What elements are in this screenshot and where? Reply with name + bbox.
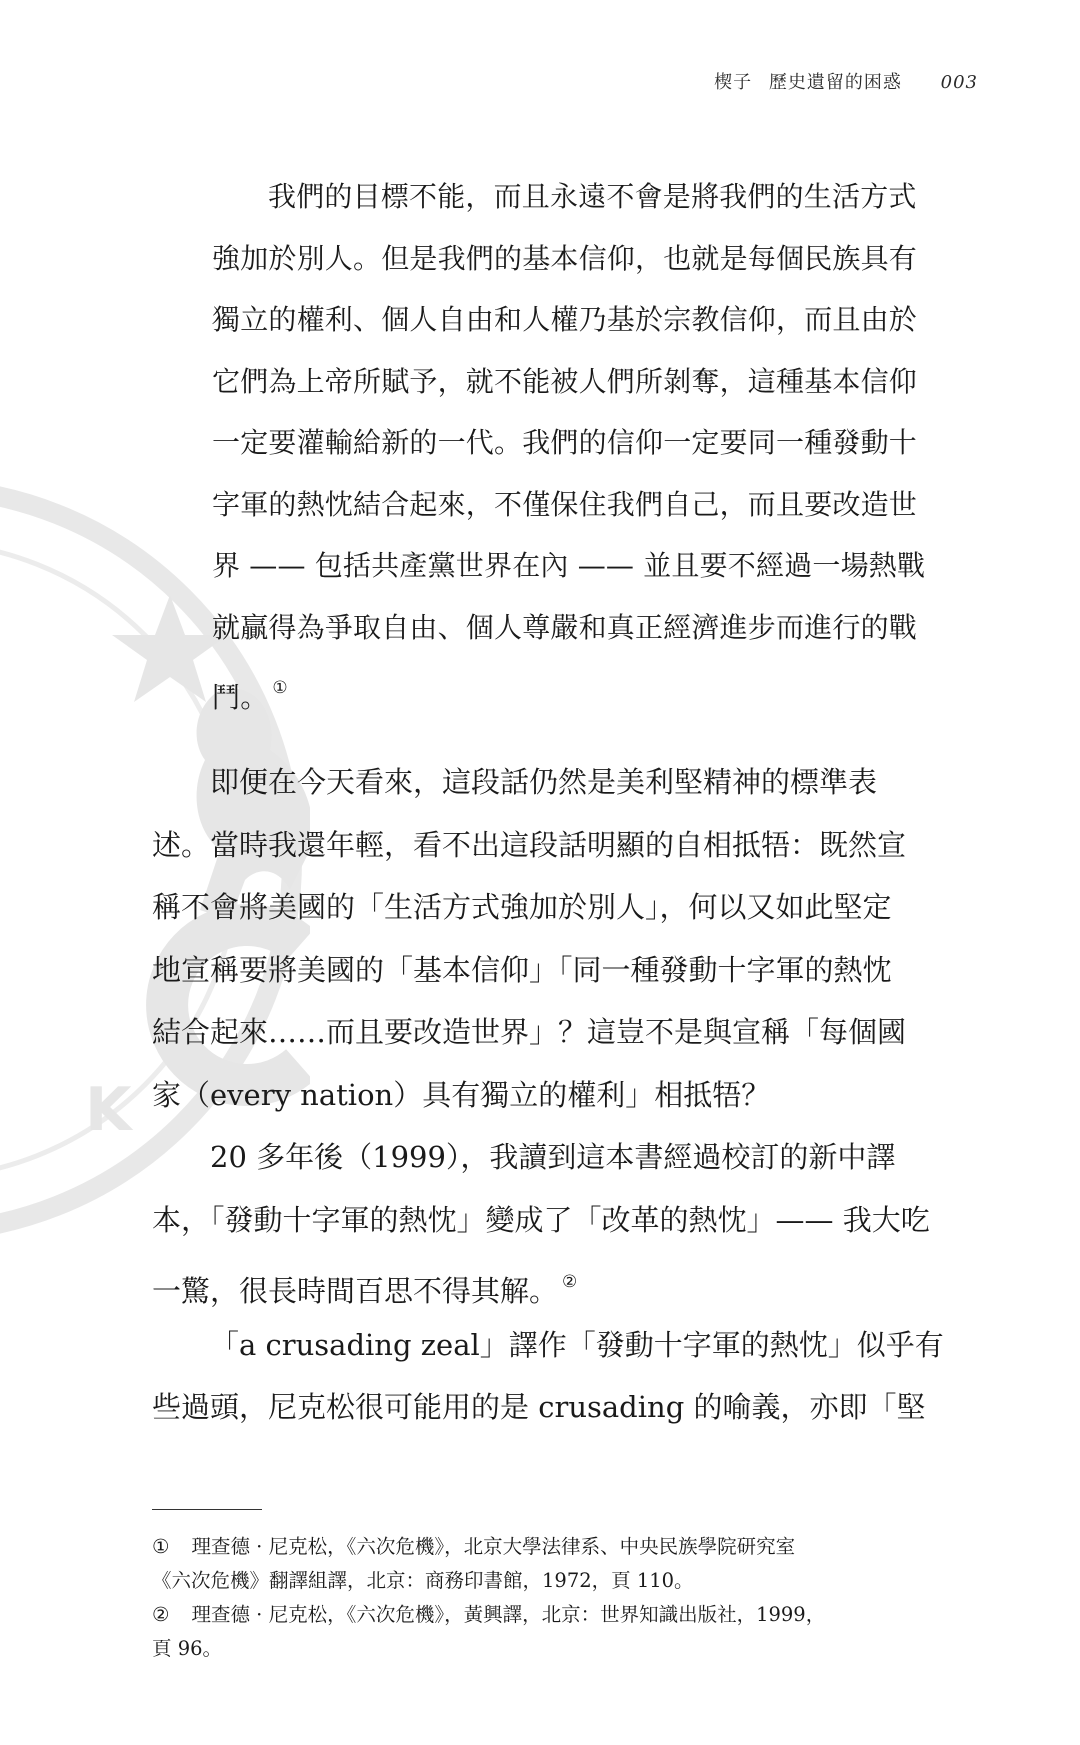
footnote-ref-2[interactable]: ② bbox=[562, 1272, 578, 1292]
quote-line: 就贏得為爭取自由、個人尊嚴和真正經濟進步而進行的戰 bbox=[212, 610, 918, 644]
body-line: 即便在今天看來，這段話仍然是美利堅精神的標準表 bbox=[210, 765, 878, 799]
footnotes bbox=[152, 1530, 982, 1666]
body-line-text: 一驚，很長時間百思不得其解。 bbox=[152, 1274, 559, 1308]
footnote-1-cont: 《六次危機》翻譯組譯，北京：商務印書館，1972，頁 110。 bbox=[152, 1569, 694, 1592]
block-quote bbox=[212, 166, 982, 720]
body-line: 家（every nation）具有獨立的權利」相抵牾？ bbox=[152, 1077, 771, 1112]
footnote-divider bbox=[152, 1509, 262, 1510]
quote-line: 它們為上帝所賦予，就不能被人們所剝奪，這種基本信仰 bbox=[212, 364, 918, 398]
quote-line: 界 —— 包括共產黨世界在內 —— 並且要不經過一場熱戰 bbox=[212, 549, 926, 582]
footnote-2-mark: ② bbox=[152, 1603, 170, 1626]
footnote-2-cont: 頁 96。 bbox=[152, 1637, 223, 1660]
svg-text:K: K bbox=[85, 1075, 132, 1145]
quote-line-last bbox=[212, 658, 982, 720]
quote-line: 獨立的權利、個人自由和人權乃基於宗教信仰，而且由於 bbox=[212, 303, 918, 336]
quote-line: 我們的目標不能，而且永遠不會是將我們的生活方式 bbox=[268, 180, 917, 213]
quote-line: 字軍的熱忱結合起來，不僅保住我們自己，而且要改造世 bbox=[212, 487, 918, 521]
body-line-with-ref bbox=[152, 1251, 982, 1314]
running-head bbox=[714, 68, 978, 94]
footnote-1-text: 理查德 · 尼克松，《六次危機》，北京大學法律系、中央民族學院研究室 bbox=[191, 1535, 796, 1558]
footnote-1-mark: ① bbox=[152, 1535, 170, 1558]
footnote-2-text: 理查德 · 尼克松，《六次危機》，黃興譯，北京：世界知識出版社，1999， bbox=[191, 1603, 826, 1626]
body-line: 些過頭，尼克松很可能用的是 crusading 的喻義，亦即「堅 bbox=[152, 1390, 926, 1424]
star-icon bbox=[112, 595, 228, 702]
body-text bbox=[152, 751, 982, 1439]
body-line: 述。當時我還年輕，看不出這段話明顯的自相抵牾：既然宣 bbox=[152, 827, 907, 862]
page-number: 003 bbox=[940, 72, 978, 93]
body-line: 20 多年後（1999），我讀到這本書經過校訂的新中譯 bbox=[210, 1140, 896, 1174]
body-line: 稱不會將美國的「生活方式強加於別人」，何以又如此堅定 bbox=[152, 890, 892, 924]
body-line: 本，「發動十字軍的熱忱」變成了「改革的熱忱」—— 我大吃 bbox=[152, 1202, 930, 1237]
quote-line: 強加於別人。但是我們的基本信仰，也就是每個民族具有 bbox=[212, 241, 918, 275]
quote-line-text: 鬥。 bbox=[212, 681, 269, 714]
body-line: 地宣稱要將美國的「基本信仰」「同一種發動十字軍的熱忱 bbox=[152, 952, 892, 987]
chapter-title: 歷史遺留的困惑 bbox=[768, 72, 902, 93]
chapter-label: 楔子 bbox=[714, 72, 753, 93]
body-line: 「a crusading zeal」譯作「發動十字軍的熱忱」似乎有 bbox=[210, 1327, 944, 1362]
footnote-1-line bbox=[152, 1530, 982, 1564]
footnote-ref-1[interactable]: ① bbox=[272, 678, 288, 698]
quote-line: 一定要灌輸給新的一代。我們的信仰一定要同一種發動十 bbox=[212, 426, 918, 459]
body-line: 結合起來……而且要改造世界」？這豈不是與宣稱「每個國 bbox=[152, 1015, 907, 1049]
footnote-2-line bbox=[152, 1598, 982, 1632]
